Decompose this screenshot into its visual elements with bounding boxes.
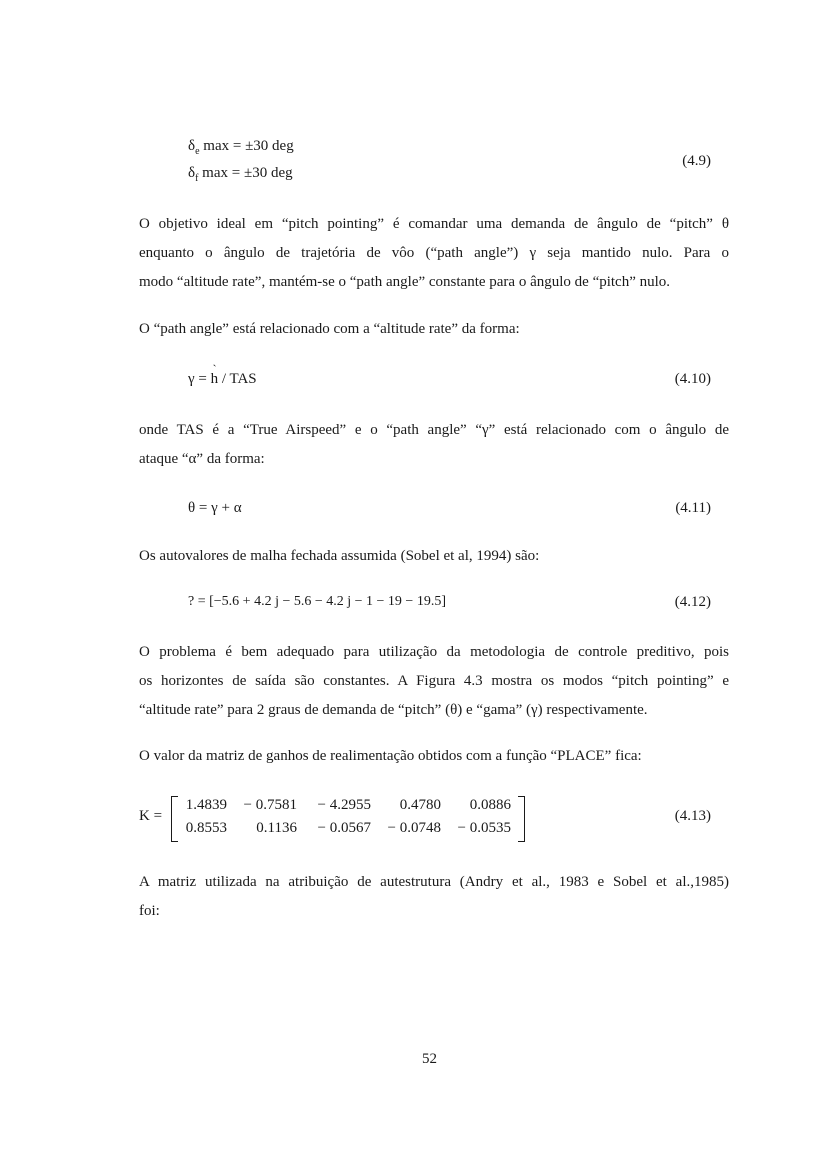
paragraph-line: “altitude rate” para 2 graus de demanda de “pitch” (θ) e “gama” (γ) respectivamente.: [139, 702, 648, 718]
delta-symbol: δ: [188, 138, 196, 154]
paragraph-line: modo “altitude rate”, mantém-se o “path angle” constante para o ângulo de “pitch” nulo.: [139, 274, 671, 290]
matrix-cell: 0.1136: [256, 820, 297, 836]
matrix-cell: 0.4780: [399, 797, 441, 813]
matrix-cell: − 0.0535: [457, 820, 511, 836]
paragraph-pitch-pointing: [139, 210, 729, 297]
paragraph-line: O objetivo ideal em “pitch pointing” é comandar uma demanda de ângulo de “pitch” θ: [139, 216, 729, 232]
equation-rhs: / TAS: [218, 371, 257, 387]
paragraph-line: foi:: [139, 903, 160, 919]
equation-number-4-12: (4.12): [674, 594, 711, 610]
matrix-cell: − 4.2955: [317, 797, 371, 813]
equation-4-12: ? = [−5.6 + 4.2 j − 5.6 − 4.2 j − 1 − 19 − 19.5]: [188, 594, 446, 609]
equation-4-13-lhs: K =: [139, 808, 163, 824]
matrix-cell: − 0.0567: [317, 820, 371, 836]
matrix-cell: − 0.0748: [387, 820, 441, 836]
paragraph-eigenstructure: [139, 868, 729, 926]
paragraph-gain-matrix: O valor da matriz de ganhos de realimentação obtidos com a função “PLACE” fica:: [139, 748, 642, 764]
matrix-cell: 0.0886: [469, 797, 511, 813]
matrix-row-1: [171, 797, 525, 819]
subscript-f: f: [195, 173, 199, 184]
equation-number-4-9: (4.9): [682, 153, 711, 169]
paragraph-line: O problema é bem adequado para utilização da metodologia de controle preditivo, pois: [139, 644, 729, 660]
paragraph-line: os horizontes de saída são constantes. A Figura 4.3 mostra os modos “pitch pointing” e: [139, 673, 729, 689]
subscript-e: e: [195, 146, 200, 157]
equation-4-11: θ = γ + α: [188, 500, 242, 516]
equation-number-4-10: (4.10): [674, 371, 711, 387]
delta-symbol: δ: [188, 165, 196, 181]
paragraph-line: A matriz utilizada na atribuição de autestrutura (Andry et al., 1983 e Sobel et al.,1985): [139, 874, 729, 890]
paragraph-predictive-control: [139, 638, 729, 725]
paragraph-true-airspeed: [139, 416, 729, 474]
matrix-cell: 1.4839: [185, 797, 227, 813]
matrix-cell: − 0.7581: [243, 797, 297, 813]
matrix-row-2: [171, 820, 525, 842]
paragraph-path-angle: O “path angle” está relacionado com a “altitude rate” da forma:: [139, 321, 520, 337]
equation-4-9-line-1: [188, 138, 294, 155]
equation-4-9-line-2: [188, 165, 293, 182]
h-dot-symbol: h ˋ: [211, 371, 219, 387]
matrix-cell: 0.8553: [185, 820, 227, 836]
equation-number-4-13: (4.13): [674, 808, 711, 824]
equation-text: max = ±30 deg: [198, 165, 293, 181]
equation-number-4-11: (4.11): [675, 500, 711, 516]
page-number: 52: [422, 1051, 437, 1067]
paragraph-line: onde TAS é a “True Airspeed” e o “path angle” “γ” está relacionado com o ângulo de: [139, 422, 729, 438]
paragraph-eigenvalues: Os autovalores de malha fechada assumida (Sobel et al, 1994) são:: [139, 548, 540, 564]
equation-4-10: [188, 371, 257, 388]
paragraph-line: enquanto o ângulo de trajetória de vôo (“path angle”) γ seja mantido nulo. Para o: [139, 245, 729, 261]
equation-lhs: γ =: [188, 371, 211, 387]
gain-matrix-K: [171, 796, 525, 840]
equation-text: max = ±30 deg: [199, 138, 294, 154]
paragraph-line: ataque “α” da forma:: [139, 451, 265, 467]
